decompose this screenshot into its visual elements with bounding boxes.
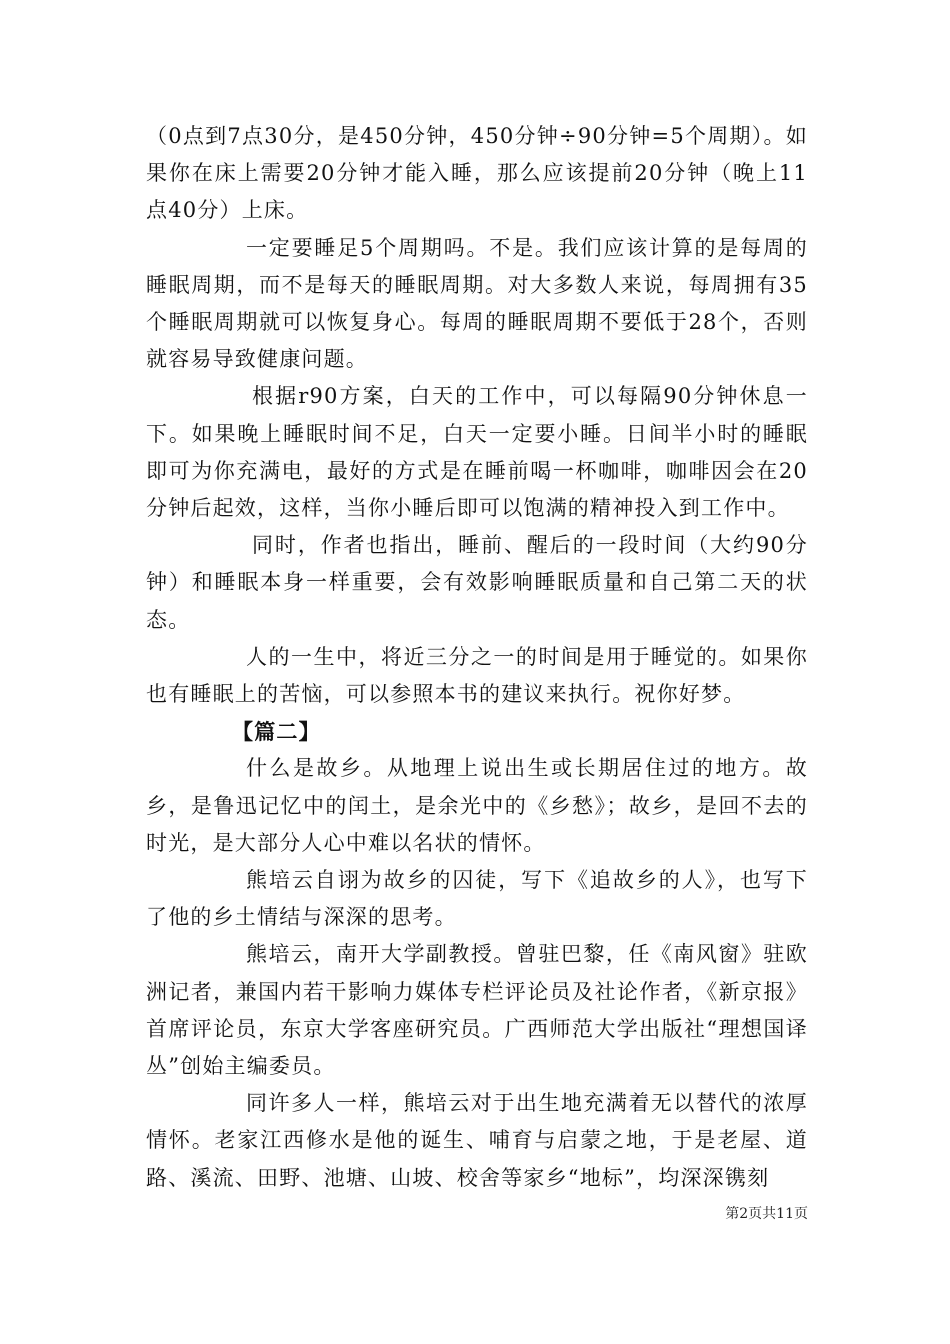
section-heading: 【篇二】	[232, 719, 321, 745]
document-body	[146, 118, 808, 1197]
paragraph-conclusion: 人的一生中，将近三分之一的时间是用于睡觉的。如果你也有睡眠上的苦恼，可以参照本书的建议来执行。祝你好梦。	[146, 644, 808, 707]
paragraph-what-is-hometown: 什么是故乡。从地理上说出生或长期居住过的地方。故乡，是鲁迅记忆中的闰土，是余光中的《乡愁》；故乡，是回不去的时光，是大部分人心中难以名状的情怀。	[146, 756, 808, 855]
paragraph-hometown-feelings: 同许多人一样，熊培云对于出生地充满着无以替代的浓厚情怀。老家江西修水是他的诞生、哺育与启蒙之地，于是老屋、道路、溪流、田野、池塘、山坡、校舍等家乡“地标”，均深深镌刻	[146, 1091, 808, 1190]
paragraph-sleep-cycle-calc: （0点到7点30分，是450分钟，450分钟÷90分钟=5个周期）。如果你在床上需要20分钟才能入睡，那么应该提前20分钟（晚上11点40分）上床。	[146, 124, 808, 223]
paragraph-author-bio: 熊培云，南开大学副教授。曾驻巴黎，任《南风窗》驻欧洲记者，兼国内若干影响力媒体专栏评论员及社论作者，《新京报》首席评论员，东京大学客座研究员。广西师范大学出版社“理想国译丛”创始主编委员。	[146, 942, 808, 1079]
paragraph-weekly-cycles: 一定要睡足5个周期吗。不是。我们应该计算的是每周的睡眠周期，而不是每天的睡眠周期。对大多数人来说，每周拥有35个睡眠周期就可以恢复身心。每周的睡眠周期不要低于28个，否则就容易导致健康问题。	[146, 235, 808, 372]
paragraph-author-intro: 熊培云自诩为故乡的囚徒，写下《追故乡的人》，也写下了他的乡土情结与深深的思考。	[146, 868, 808, 930]
paragraph-pre-post-sleep: 同时，作者也指出，睡前、醒后的一段时间（大约90分钟）和睡眠本身一样重要，会有效影响睡眠质量和自己第二天的状态。	[146, 533, 808, 632]
paragraph-r90-plan: 根据r90方案，白天的工作中，可以每隔90分钟休息一下。如果晚上睡眠时间不足，白天一定要小睡。日间半小时的睡眠即可为你充满电，最好的方式是在睡前喝一杯咖啡，咖啡因会在20分钟后起效，这样，当你小睡后即可以饱满的精神投入到工作中。	[146, 384, 808, 521]
page-number: 第2页共11页	[725, 1206, 808, 1222]
